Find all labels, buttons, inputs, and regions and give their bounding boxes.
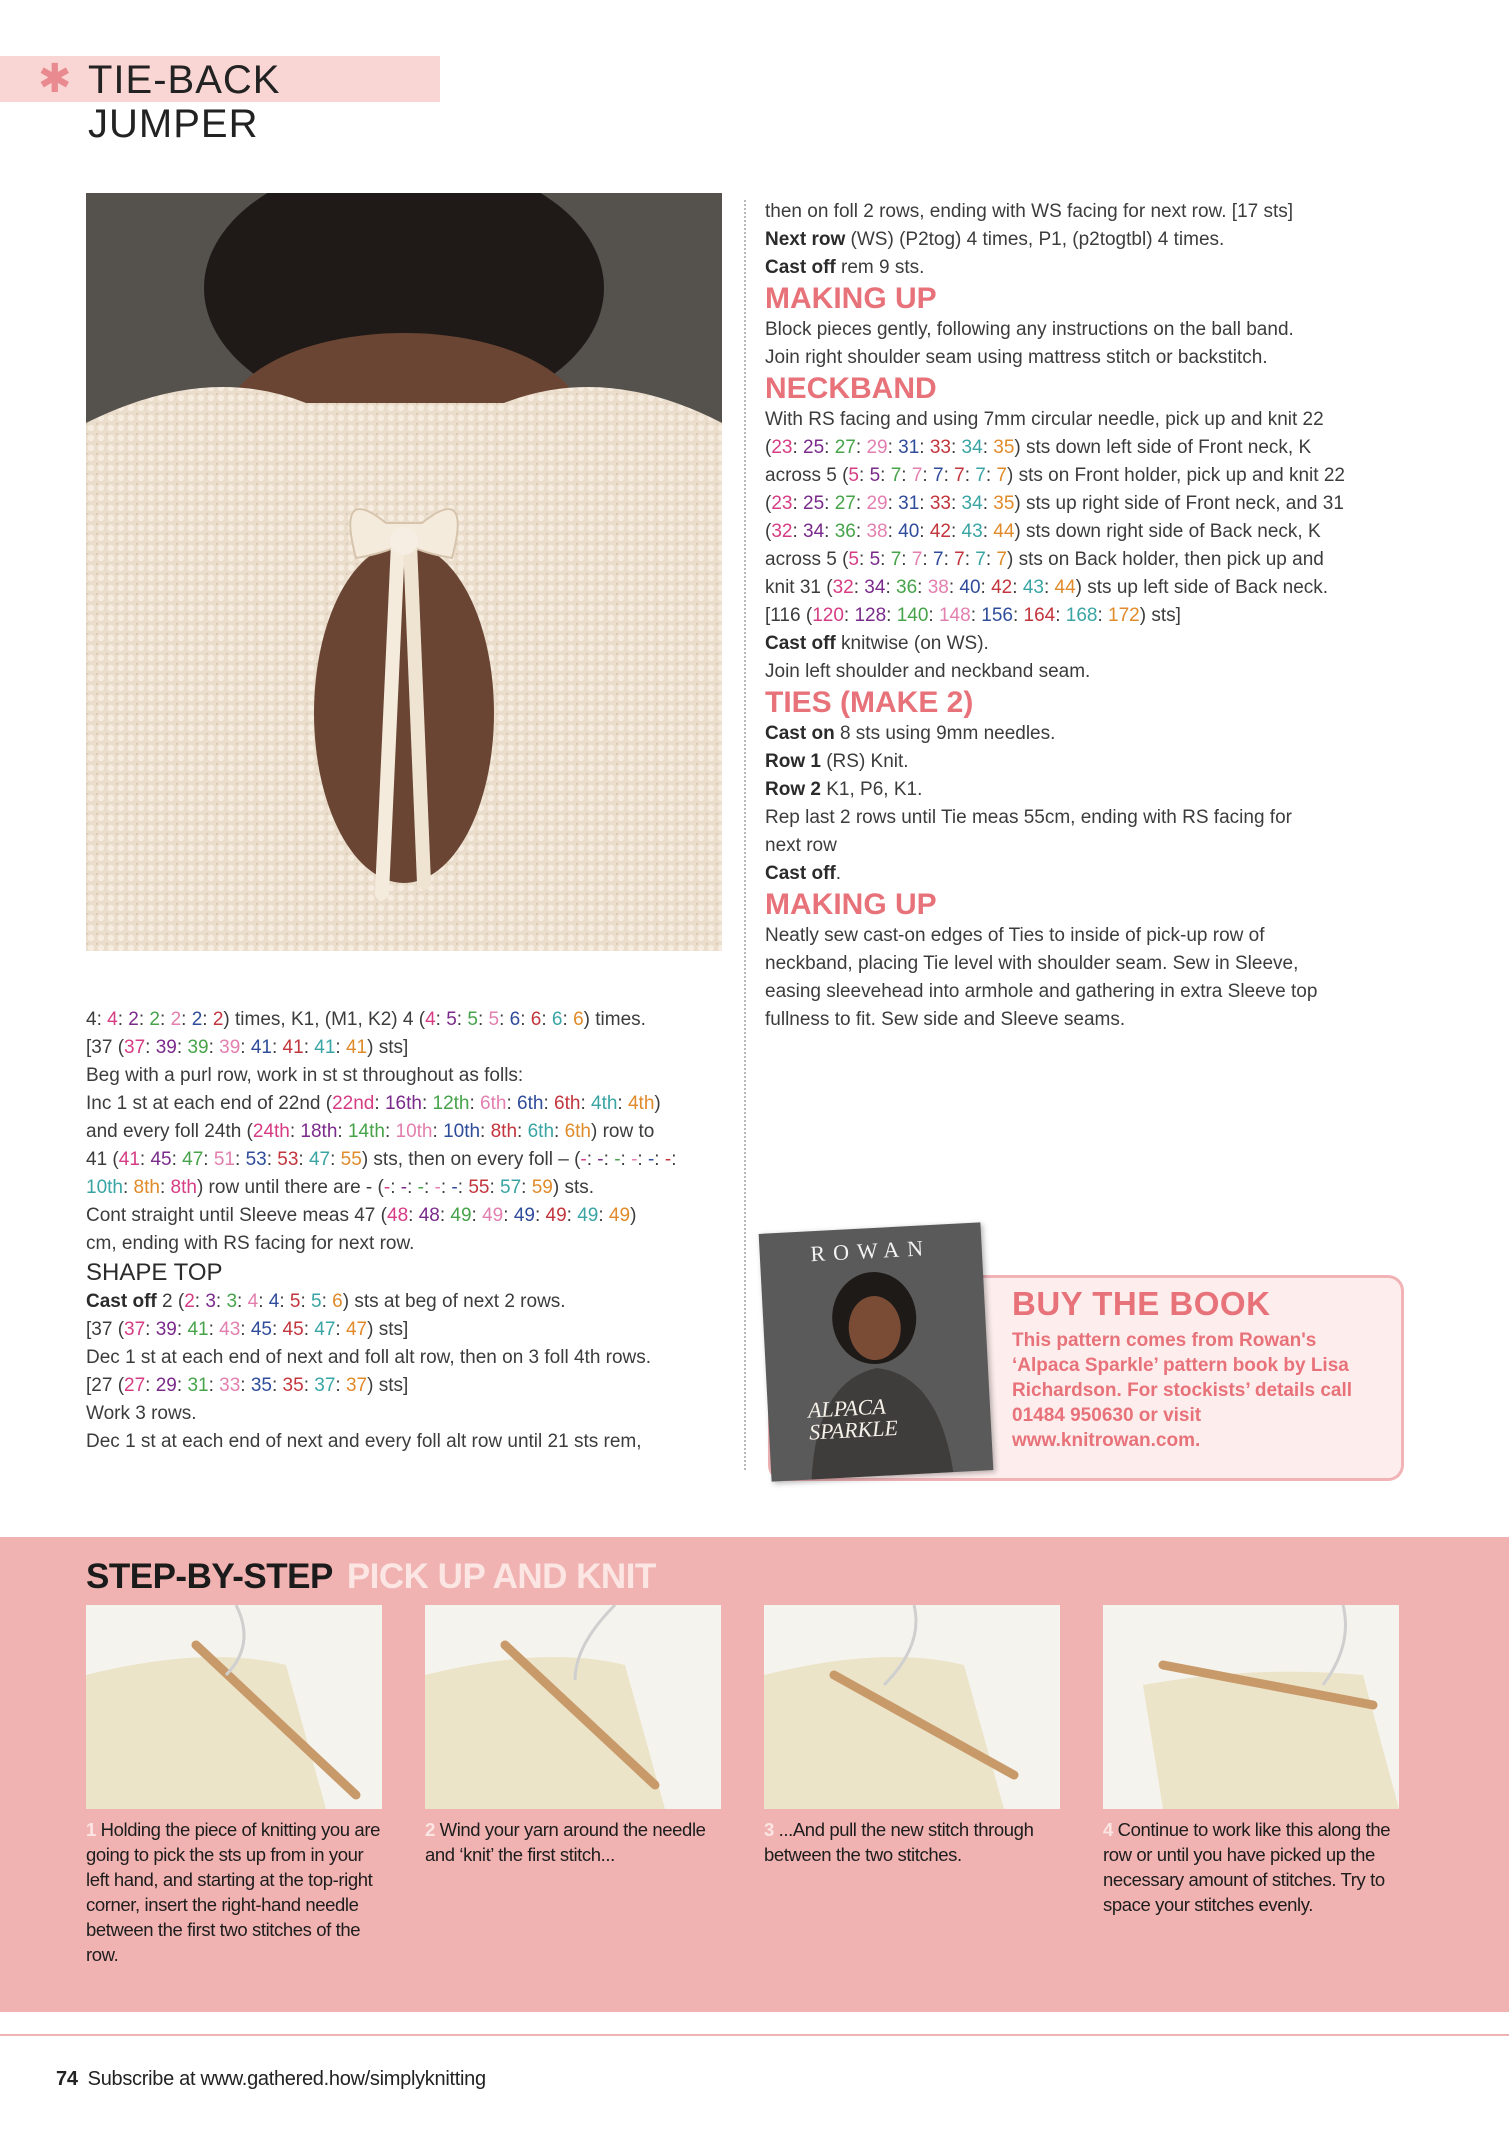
- text-line: Beg with a purl row, work in st st throughout as folls:: [86, 1065, 524, 1086]
- text-line: next row: [765, 835, 837, 856]
- text-line: [27 (27: 29: 31: 33: 35: 35: 37: 37) sts]: [86, 1375, 409, 1396]
- text-line: and every foll 24th (24th: 18th: 14th: 10th: 10th: 8th: 6th: 6th) row to: [86, 1121, 655, 1142]
- text-line: across 5 (5: 5: 7: 7: 7: 7: 7: 7) sts on Back holder, then pick up and: [765, 549, 1324, 570]
- text-line: neckband, placing Tie level with shoulder seam. Sew in Sleeve,: [765, 953, 1299, 974]
- text-line: Inc 1 st at each end of 22nd (22nd: 16th: 12th: 6th: 6th: 6th: 4th: 4th): [86, 1093, 661, 1114]
- right-column: [765, 198, 1405, 1034]
- text-line: Cast on 8 sts using 9mm needles.: [765, 723, 1056, 744]
- asterisk-icon: ✱: [38, 57, 72, 101]
- neckband-instructions: [765, 406, 1405, 686]
- text-line: 10th: 8th: 8th) row until there are - (-: -: -: -: -: 55: 57: 59) sts.: [86, 1177, 595, 1198]
- page-number: 74: [56, 2068, 78, 2090]
- step-1-caption: 1 Holding the piece of knitting you are going to pick the sts up from in your left hand, and starting at the top-right corner, insert the right-hand needle between the first two stitches of the row.: [86, 1819, 380, 1965]
- text-line: Join left shoulder and neckband seam.: [765, 661, 1091, 682]
- step-2-image: [425, 1605, 721, 1809]
- page-footer: [56, 2068, 486, 2091]
- sleeve-instructions: [86, 1006, 726, 1258]
- jumper-back-photo: [86, 193, 722, 951]
- shape-top-instructions: [86, 1288, 726, 1456]
- text-line: (23: 25: 27: 29: 31: 33: 34: 35) sts down left side of Front neck, K: [765, 437, 1312, 458]
- intro-instructions: [765, 198, 1405, 282]
- ties-heading: TIES (MAKE 2): [765, 686, 974, 719]
- text-line: fullness to fit. Sew side and Sleeve seams.: [765, 1009, 1126, 1030]
- text-line: Next row (WS) (P2tog) 4 times, P1, (p2togtbl) 4 times.: [765, 229, 1225, 250]
- text-line: across 5 (5: 5: 7: 7: 7: 7: 7: 7) sts on Front holder, pick up and knit 22: [765, 465, 1345, 486]
- text-line: [37 (37: 39: 39: 39: 41: 41: 41: 41) sts]: [86, 1037, 409, 1058]
- step-by-step-title: STEP-BY-STEP PICK UP AND KNIT: [86, 1557, 656, 1596]
- step-3-image: [764, 1605, 1060, 1809]
- text-line: With RS facing and using 7mm circular needle, pick up and knit 22: [765, 409, 1324, 430]
- making-up-instructions: [765, 316, 1405, 372]
- book-cover-image: [759, 1222, 994, 1481]
- text-line: (32: 34: 36: 38: 40: 42: 43: 44) sts down right side of Back neck, K: [765, 521, 1321, 542]
- column-divider: [744, 200, 746, 1470]
- text-line: Row 2 K1, P6, K1.: [765, 779, 923, 800]
- text-line: [116 (120: 128: 140: 148: 156: 164: 168: 172) sts]: [765, 605, 1181, 626]
- making-up-heading: MAKING UP: [765, 282, 937, 315]
- book-cover-title: ALPACA SPARKLE: [807, 1393, 899, 1445]
- book-brand: ROWAN: [809, 1234, 932, 1267]
- text-line: (23: 25: 27: 29: 31: 33: 34: 35) sts up right side of Front neck, and 31: [765, 493, 1344, 514]
- page-header: [0, 56, 440, 146]
- step-by-step-section: [0, 1537, 1509, 2012]
- left-column: [86, 1006, 726, 1456]
- text-line: easing sleevehead into armhole and gathering in extra Sleeve top: [765, 981, 1318, 1002]
- text-line: knit 31 (32: 34: 36: 38: 40: 42: 43: 44) sts up left side of Back neck.: [765, 577, 1329, 598]
- text-line: Block pieces gently, following any instructions on the ball band.: [765, 319, 1294, 340]
- text-line: [37 (37: 39: 41: 43: 45: 45: 47: 47) sts]: [86, 1319, 409, 1340]
- page-title: TIE-BACK JUMPER: [88, 58, 281, 146]
- text-line: Cast off 2 (2: 3: 3: 4: 4: 5: 5: 6) sts at beg of next 2 rows.: [86, 1291, 566, 1312]
- text-line: Neatly sew cast-on edges of Ties to inside of pick-up row of: [765, 925, 1265, 946]
- text-line: Cast off knitwise (on WS).: [765, 633, 989, 654]
- text-line: cm, ending with RS facing for next row.: [86, 1233, 415, 1254]
- making-up-2-instructions: [765, 922, 1405, 1034]
- step-4-image: [1103, 1605, 1399, 1809]
- text-line: Join right shoulder seam using mattress stitch or backstitch.: [765, 347, 1268, 368]
- step-1-image: [86, 1605, 382, 1809]
- text-line: 41 (41: 45: 47: 51: 53: 53: 47: 55) sts, then on every foll – (-: -: -: -: -: -:: [86, 1149, 677, 1170]
- buy-the-book-text: This pattern comes from Rowan's ‘Alpaca Sparkle’ pattern book by Lisa Richardson. For stockists’ details call 01484 950630 or visit www.knitrowan.com.: [1012, 1330, 1353, 1451]
- text-line: Rep last 2 rows until Tie meas 55cm, ending with RS facing for: [765, 807, 1292, 828]
- subscribe-link[interactable]: Subscribe at www.gathered.how/simplyknitting: [87, 2068, 486, 2090]
- making-up-2-heading: MAKING UP: [765, 888, 937, 921]
- step-3-caption: 3 ...And pull the new stitch through between the two stitches.: [764, 1819, 1034, 1865]
- text-line: Cont straight until Sleeve meas 47 (48: 48: 49: 49: 49: 49: 49: 49): [86, 1205, 637, 1226]
- text-line: then on foll 2 rows, ending with WS facing for next row. [17 sts]: [765, 201, 1294, 222]
- text-line: Work 3 rows.: [86, 1403, 197, 1424]
- text-line: 4: 4: 2: 2: 2: 2: 2) times, K1, (M1, K2) 4 (4: 5: 5: 5: 6: 6: 6: 6) times.: [86, 1009, 646, 1030]
- step-4-caption: 4 Continue to work like this along the row or until you have picked up the necessary amount of stitches. Try to space your stitches evenly.: [1103, 1819, 1391, 1915]
- buy-the-book-heading: BUY THE BOOK: [1012, 1285, 1271, 1322]
- text-line: Cast off.: [765, 863, 842, 884]
- footer-rule: [0, 2034, 1509, 2036]
- text-line: Row 1 (RS) Knit.: [765, 751, 909, 772]
- shape-top-heading: SHAPE TOP: [86, 1259, 223, 1286]
- text-line: Dec 1 st at each end of next and every foll alt row until 21 sts rem,: [86, 1431, 642, 1452]
- text-line: Dec 1 st at each end of next and foll alt row, then on 3 foll 4th rows.: [86, 1347, 652, 1368]
- ties-instructions: [765, 720, 1405, 888]
- text-line: Cast off rem 9 sts.: [765, 257, 925, 278]
- neckband-heading: NECKBAND: [765, 372, 937, 405]
- step-2-caption: 2 Wind your yarn around the needle and ‘knit’ the first stitch...: [425, 1819, 706, 1865]
